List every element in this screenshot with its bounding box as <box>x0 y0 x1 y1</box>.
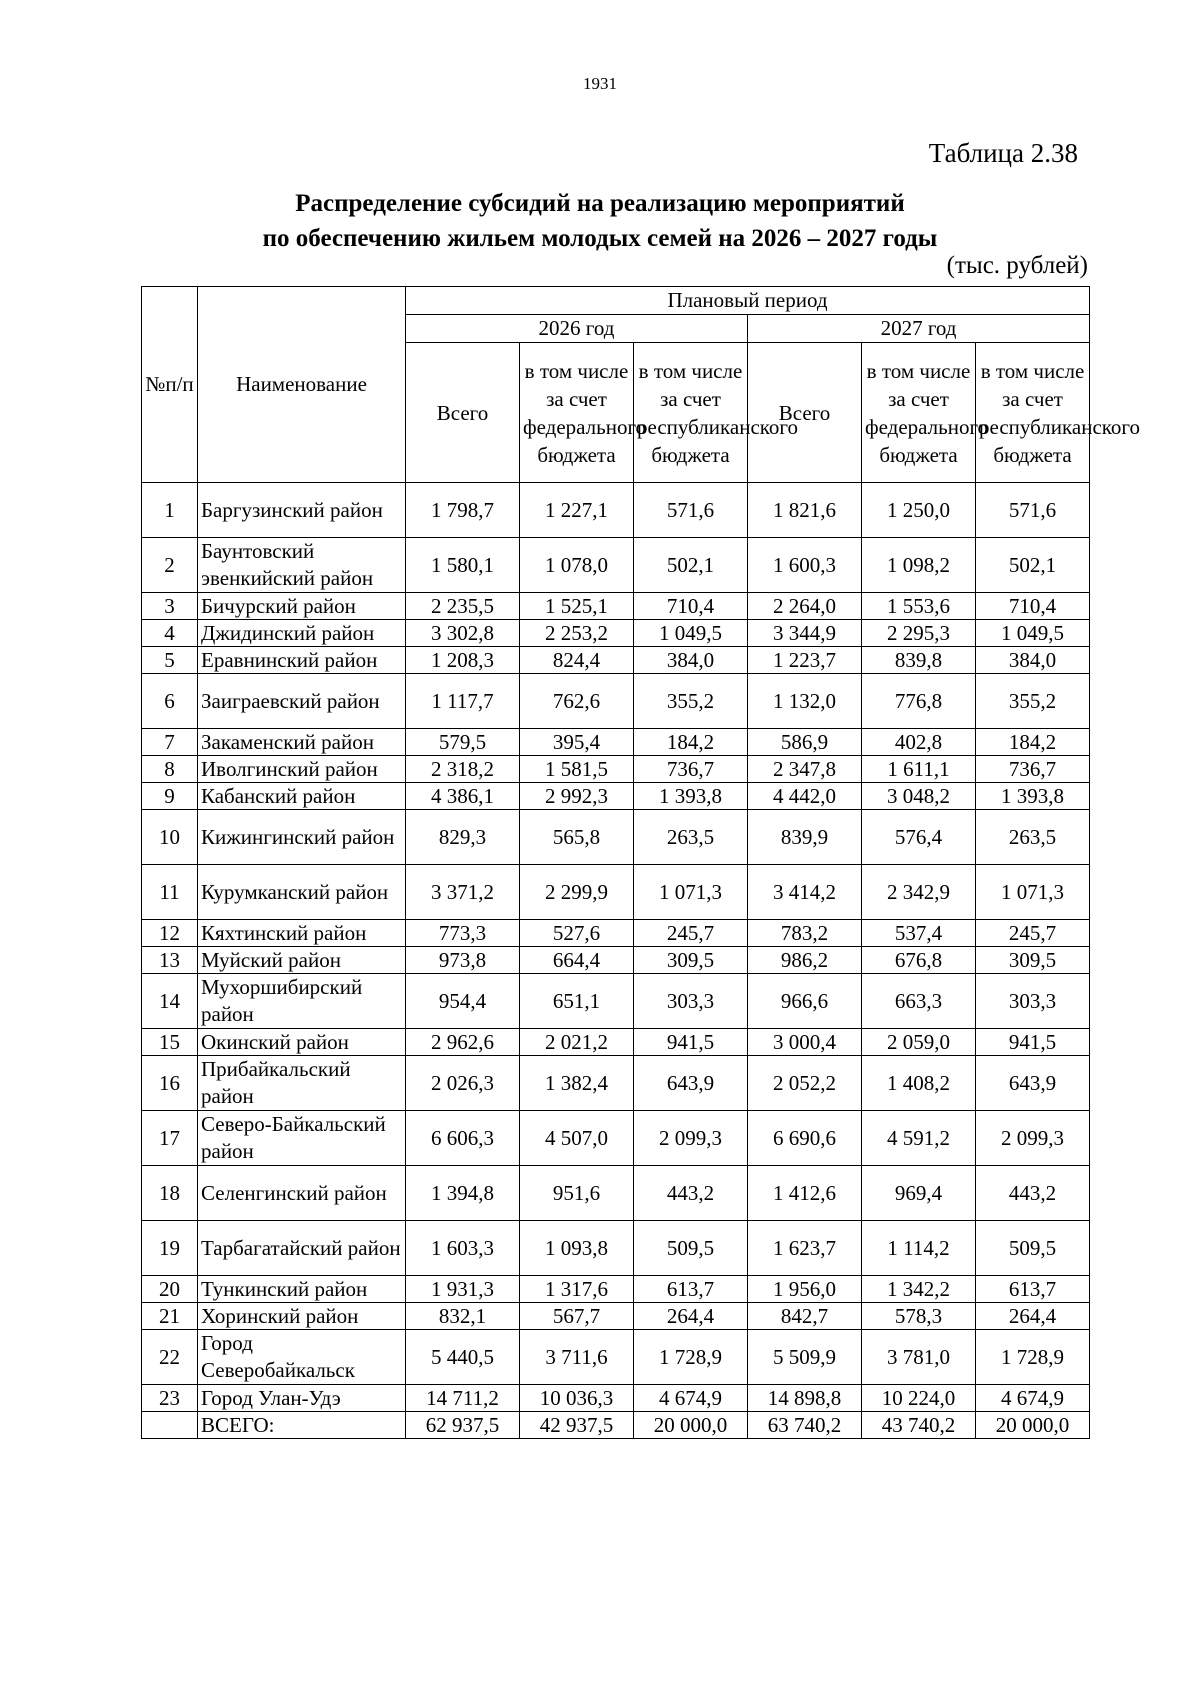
row-name: Прибайкальский район <box>198 1056 406 1111</box>
header-2027-republic: в том числе за счет республиканского бюджета <box>976 343 1090 483</box>
cell-2026-federal: 10 036,3 <box>520 1385 634 1412</box>
table-row <box>142 1276 1090 1303</box>
cell-2026-federal: 1 317,6 <box>520 1276 634 1303</box>
header-2026-republic: в том числе за счет республиканского бюджета <box>634 343 748 483</box>
cell-2026-republic: 1 049,5 <box>634 620 748 647</box>
row-number: 16 <box>142 1056 198 1111</box>
cell-2027-total: 1 821,6 <box>748 483 862 538</box>
row-number: 11 <box>142 865 198 920</box>
row-number: 10 <box>142 810 198 865</box>
cell-2026-federal: 2 299,9 <box>520 865 634 920</box>
total-label: ВСЕГО: <box>198 1412 406 1439</box>
cell-2027-federal: 969,4 <box>862 1166 976 1221</box>
row-number: 5 <box>142 647 198 674</box>
row-name: Курумканский район <box>198 865 406 920</box>
cell-2027-federal: 676,8 <box>862 947 976 974</box>
cell-2026-total: 14 711,2 <box>406 1385 520 1412</box>
cell-2027-republic: 502,1 <box>976 538 1090 593</box>
row-name: Баргузинский район <box>198 483 406 538</box>
cell-2027-republic: 1 728,9 <box>976 1330 1090 1385</box>
cell-2026-federal: 1 093,8 <box>520 1221 634 1276</box>
row-number: 6 <box>142 674 198 729</box>
cell-2027-federal: 839,8 <box>862 647 976 674</box>
cell-2027-federal: 3 781,0 <box>862 1330 976 1385</box>
cell-2027-total: 842,7 <box>748 1303 862 1330</box>
row-name: Бичурский район <box>198 593 406 620</box>
row-name: Джидинский район <box>198 620 406 647</box>
cell-2027-total: 3 344,9 <box>748 620 862 647</box>
row-name: Город Улан-Удэ <box>198 1385 406 1412</box>
cell-2027-total: 2 264,0 <box>748 593 862 620</box>
cell-2027-federal: 2 342,9 <box>862 865 976 920</box>
cell-2026-total: 1 603,3 <box>406 1221 520 1276</box>
cell-2026-total: 6 606,3 <box>406 1111 520 1166</box>
cell-2027-total: 783,2 <box>748 920 862 947</box>
table-row <box>142 538 1090 593</box>
title-line-2: по обеспечению жильем молодых семей на 2026 – 2027 годы <box>262 225 938 252</box>
cell-2026-republic: 502,1 <box>634 538 748 593</box>
row-name: Тарбагатайский район <box>198 1221 406 1276</box>
cell-2027-republic: 736,7 <box>976 756 1090 783</box>
row-name: Закаменский район <box>198 729 406 756</box>
cell-2026-federal: 824,4 <box>520 647 634 674</box>
units-label: (тыс. рублей) <box>946 252 1088 279</box>
row-name: Баунтовский эвенкийский район <box>198 538 406 593</box>
cell-2027-federal: 578,3 <box>862 1303 976 1330</box>
cell-2027-federal: 1 342,2 <box>862 1276 976 1303</box>
cell-2027-republic: 443,2 <box>976 1166 1090 1221</box>
cell-2026-republic: 184,2 <box>634 729 748 756</box>
row-name: Северо-Байкальский район <box>198 1111 406 1166</box>
title-line-1: Распределение субсидий на реализацию мероприятий <box>295 190 905 217</box>
cell-2026-federal: 395,4 <box>520 729 634 756</box>
header-planned-period: Плановый период <box>406 287 1090 315</box>
row-name: Хоринский район <box>198 1303 406 1330</box>
cell-2027-total: 966,6 <box>748 974 862 1029</box>
cell-2026-total: 954,4 <box>406 974 520 1029</box>
row-number: 23 <box>142 1385 198 1412</box>
row-name: Мухоршибирский район <box>198 974 406 1029</box>
cell-2027-republic: 355,2 <box>976 674 1090 729</box>
table-row <box>142 1111 1090 1166</box>
cell-2027-total: 1 132,0 <box>748 674 862 729</box>
cell-2027-republic: 4 674,9 <box>976 1385 1090 1412</box>
table-row <box>142 593 1090 620</box>
cell-2027-federal: 2 295,3 <box>862 620 976 647</box>
header-year-2027: 2027 год <box>748 315 1090 343</box>
cell-2027-total: 2 347,8 <box>748 756 862 783</box>
cell-2027-federal: 2 059,0 <box>862 1029 976 1056</box>
cell-2026-republic: 571,6 <box>634 483 748 538</box>
cell-2027-federal: 1 114,2 <box>862 1221 976 1276</box>
cell-2026-federal: 762,6 <box>520 674 634 729</box>
cell-2026-total: 1 798,7 <box>406 483 520 538</box>
cell-2027-total: 2 052,2 <box>748 1056 862 1111</box>
row-name: Муйский район <box>198 947 406 974</box>
cell-2026-total: 579,5 <box>406 729 520 756</box>
table-row <box>142 783 1090 810</box>
cell-2026-federal: 3 711,6 <box>520 1330 634 1385</box>
table-row <box>142 1221 1090 1276</box>
row-number: 15 <box>142 1029 198 1056</box>
cell-2026-republic: 264,4 <box>634 1303 748 1330</box>
table-row <box>142 729 1090 756</box>
cell-2026-republic: 443,2 <box>634 1166 748 1221</box>
row-number: 17 <box>142 1111 198 1166</box>
cell-2026-republic: 643,9 <box>634 1056 748 1111</box>
cell-2026-total: 2 318,2 <box>406 756 520 783</box>
cell-2027-total: 3 414,2 <box>748 865 862 920</box>
cell-2026-republic: 1 393,8 <box>634 783 748 810</box>
cell-2027-republic: 1 071,3 <box>976 865 1090 920</box>
table-label: Таблица 2.38 <box>928 138 1078 168</box>
table-row <box>142 974 1090 1029</box>
cell-2026-republic: 1 071,3 <box>634 865 748 920</box>
cell-2027-federal: 1 611,1 <box>862 756 976 783</box>
cell-2026-total: 1 208,3 <box>406 647 520 674</box>
row-number: 8 <box>142 756 198 783</box>
cell-2026-federal: 565,8 <box>520 810 634 865</box>
cell-2026-republic: 509,5 <box>634 1221 748 1276</box>
cell-2027-republic: 643,9 <box>976 1056 1090 1111</box>
cell-2026-federal: 527,6 <box>520 920 634 947</box>
table-row <box>142 1330 1090 1385</box>
cell-2026-federal: 4 507,0 <box>520 1111 634 1166</box>
cell-2027-republic: 613,7 <box>976 1276 1090 1303</box>
cell-2027-total: 839,9 <box>748 810 862 865</box>
cell-2026-total: 2 026,3 <box>406 1056 520 1111</box>
cell-2026-total: 3 302,8 <box>406 620 520 647</box>
row-name: Иволгинский район <box>198 756 406 783</box>
cell-2027-federal: 10 224,0 <box>862 1385 976 1412</box>
cell-2027-total: 1 623,7 <box>748 1221 862 1276</box>
table-row <box>142 810 1090 865</box>
row-number: 13 <box>142 947 198 974</box>
cell-2026-republic: 384,0 <box>634 647 748 674</box>
cell-2026-federal: 1 227,1 <box>520 483 634 538</box>
table-row <box>142 1056 1090 1111</box>
cell-2026-republic: 941,5 <box>634 1029 748 1056</box>
total-2027-federal: 43 740,2 <box>862 1412 976 1439</box>
cell-2026-republic: 355,2 <box>634 674 748 729</box>
row-number: 7 <box>142 729 198 756</box>
total-2026-republic: 20 000,0 <box>634 1412 748 1439</box>
cell-2026-total: 973,8 <box>406 947 520 974</box>
cell-2027-total: 14 898,8 <box>748 1385 862 1412</box>
table-row <box>142 947 1090 974</box>
cell-2026-federal: 664,4 <box>520 947 634 974</box>
cell-2026-federal: 2 992,3 <box>520 783 634 810</box>
cell-2026-federal: 951,6 <box>520 1166 634 1221</box>
table-row <box>142 1385 1090 1412</box>
table-row <box>142 674 1090 729</box>
cell-2027-total: 5 509,9 <box>748 1330 862 1385</box>
cell-2027-republic: 571,6 <box>976 483 1090 538</box>
cell-2027-republic: 1 049,5 <box>976 620 1090 647</box>
cell-2026-republic: 613,7 <box>634 1276 748 1303</box>
table-row <box>142 920 1090 947</box>
cell-2027-total: 6 690,6 <box>748 1111 862 1166</box>
cell-2026-total: 2 235,5 <box>406 593 520 620</box>
table-row <box>142 756 1090 783</box>
cell-2026-total: 773,3 <box>406 920 520 947</box>
cell-2027-republic: 309,5 <box>976 947 1090 974</box>
header-2026-total: Всего <box>406 343 520 483</box>
cell-2027-federal: 537,4 <box>862 920 976 947</box>
row-number: 21 <box>142 1303 198 1330</box>
cell-2026-total: 3 371,2 <box>406 865 520 920</box>
cell-2027-republic: 1 393,8 <box>976 783 1090 810</box>
cell-2027-total: 1 600,3 <box>748 538 862 593</box>
cell-2027-total: 3 000,4 <box>748 1029 862 1056</box>
row-name: Еравнинский район <box>198 647 406 674</box>
row-number: 4 <box>142 620 198 647</box>
cell-2027-republic: 303,3 <box>976 974 1090 1029</box>
cell-2026-federal: 2 253,2 <box>520 620 634 647</box>
cell-2026-republic: 309,5 <box>634 947 748 974</box>
cell-2027-federal: 402,8 <box>862 729 976 756</box>
row-number: 3 <box>142 593 198 620</box>
cell-2027-republic: 710,4 <box>976 593 1090 620</box>
row-name: Кабанский район <box>198 783 406 810</box>
cell-2026-federal: 2 021,2 <box>520 1029 634 1056</box>
cell-2026-total: 5 440,5 <box>406 1330 520 1385</box>
row-name: Селенгинский район <box>198 1166 406 1221</box>
cell-2026-federal: 1 382,4 <box>520 1056 634 1111</box>
cell-2027-federal: 1 553,6 <box>862 593 976 620</box>
subsidy-table <box>141 286 1140 1439</box>
header-2027-federal: в том числе за счет федерального бюджета <box>862 343 976 483</box>
total-row <box>142 1412 1090 1439</box>
header-number: №п/п <box>142 287 198 483</box>
cell-2026-total: 1 117,7 <box>406 674 520 729</box>
row-number: 18 <box>142 1166 198 1221</box>
cell-2027-republic: 245,7 <box>976 920 1090 947</box>
cell-2027-federal: 1 098,2 <box>862 538 976 593</box>
row-number: 9 <box>142 783 198 810</box>
cell-2027-federal: 576,4 <box>862 810 976 865</box>
table-row <box>142 620 1090 647</box>
cell-2027-federal: 1 408,2 <box>862 1056 976 1111</box>
row-name: Кяхтинский район <box>198 920 406 947</box>
cell-2026-total: 829,3 <box>406 810 520 865</box>
cell-2027-republic: 263,5 <box>976 810 1090 865</box>
cell-2026-total: 4 386,1 <box>406 783 520 810</box>
cell-2026-republic: 1 728,9 <box>634 1330 748 1385</box>
row-number: 2 <box>142 538 198 593</box>
total-2027-republic: 20 000,0 <box>976 1412 1090 1439</box>
cell-2026-federal: 1 581,5 <box>520 756 634 783</box>
table-body <box>142 483 1090 1439</box>
total-2027-total: 63 740,2 <box>748 1412 862 1439</box>
cell-2027-total: 986,2 <box>748 947 862 974</box>
cell-2026-total: 2 962,6 <box>406 1029 520 1056</box>
page-number: 1931 <box>583 74 617 93</box>
table-row <box>142 1029 1090 1056</box>
table-row <box>142 1303 1090 1330</box>
row-name: Кижингинский район <box>198 810 406 865</box>
cell-2026-total: 832,1 <box>406 1303 520 1330</box>
row-number: 22 <box>142 1330 198 1385</box>
table-row <box>142 1166 1090 1221</box>
cell-2026-republic: 2 099,3 <box>634 1111 748 1166</box>
cell-2027-federal: 663,3 <box>862 974 976 1029</box>
row-number: 12 <box>142 920 198 947</box>
header-year-2026: 2026 год <box>406 315 748 343</box>
cell-2026-federal: 651,1 <box>520 974 634 1029</box>
row-name: Тункинский район <box>198 1276 406 1303</box>
cell-2027-republic: 264,4 <box>976 1303 1090 1330</box>
table-header <box>142 287 1140 483</box>
cell-2026-federal: 1 525,1 <box>520 593 634 620</box>
cell-2027-republic: 941,5 <box>976 1029 1090 1056</box>
row-number: 1 <box>142 483 198 538</box>
row-name: Заиграевский район <box>198 674 406 729</box>
cell-2026-total: 1 394,8 <box>406 1166 520 1221</box>
table-row <box>142 647 1090 674</box>
cell-2026-republic: 710,4 <box>634 593 748 620</box>
row-number: 19 <box>142 1221 198 1276</box>
cell-2027-federal: 4 591,2 <box>862 1111 976 1166</box>
cell-2027-total: 4 442,0 <box>748 783 862 810</box>
total-2026-federal: 42 937,5 <box>520 1412 634 1439</box>
table-row <box>142 865 1090 920</box>
row-number: 20 <box>142 1276 198 1303</box>
cell-2027-republic: 384,0 <box>976 647 1090 674</box>
cell-2026-total: 1 931,3 <box>406 1276 520 1303</box>
cell-2026-republic: 303,3 <box>634 974 748 1029</box>
cell-2027-republic: 184,2 <box>976 729 1090 756</box>
header-2026-federal: в том числе за счет федерального бюджета <box>520 343 634 483</box>
row-name: Окинский район <box>198 1029 406 1056</box>
cell-2026-total: 1 580,1 <box>406 538 520 593</box>
cell-2026-federal: 567,7 <box>520 1303 634 1330</box>
header-name: Наименование <box>198 287 406 483</box>
cell-2026-republic: 736,7 <box>634 756 748 783</box>
cell-2026-federal: 1 078,0 <box>520 538 634 593</box>
cell-2027-republic: 2 099,3 <box>976 1111 1090 1166</box>
cell-2027-total: 1 956,0 <box>748 1276 862 1303</box>
cell-2027-federal: 3 048,2 <box>862 783 976 810</box>
total-2026-total: 62 937,5 <box>406 1412 520 1439</box>
total-row-number <box>142 1412 198 1439</box>
cell-2027-republic: 509,5 <box>976 1221 1090 1276</box>
cell-2027-federal: 1 250,0 <box>862 483 976 538</box>
cell-2027-total: 586,9 <box>748 729 862 756</box>
cell-2027-federal: 776,8 <box>862 674 976 729</box>
cell-2026-republic: 4 674,9 <box>634 1385 748 1412</box>
table-row <box>142 483 1090 538</box>
document-title <box>0 186 1200 256</box>
cell-2026-republic: 245,7 <box>634 920 748 947</box>
row-number: 14 <box>142 974 198 1029</box>
cell-2027-total: 1 412,6 <box>748 1166 862 1221</box>
cell-2026-republic: 263,5 <box>634 810 748 865</box>
header-2027-total: Всего <box>748 343 862 483</box>
row-name: Город Северобайкальск <box>198 1330 406 1385</box>
cell-2027-total: 1 223,7 <box>748 647 862 674</box>
